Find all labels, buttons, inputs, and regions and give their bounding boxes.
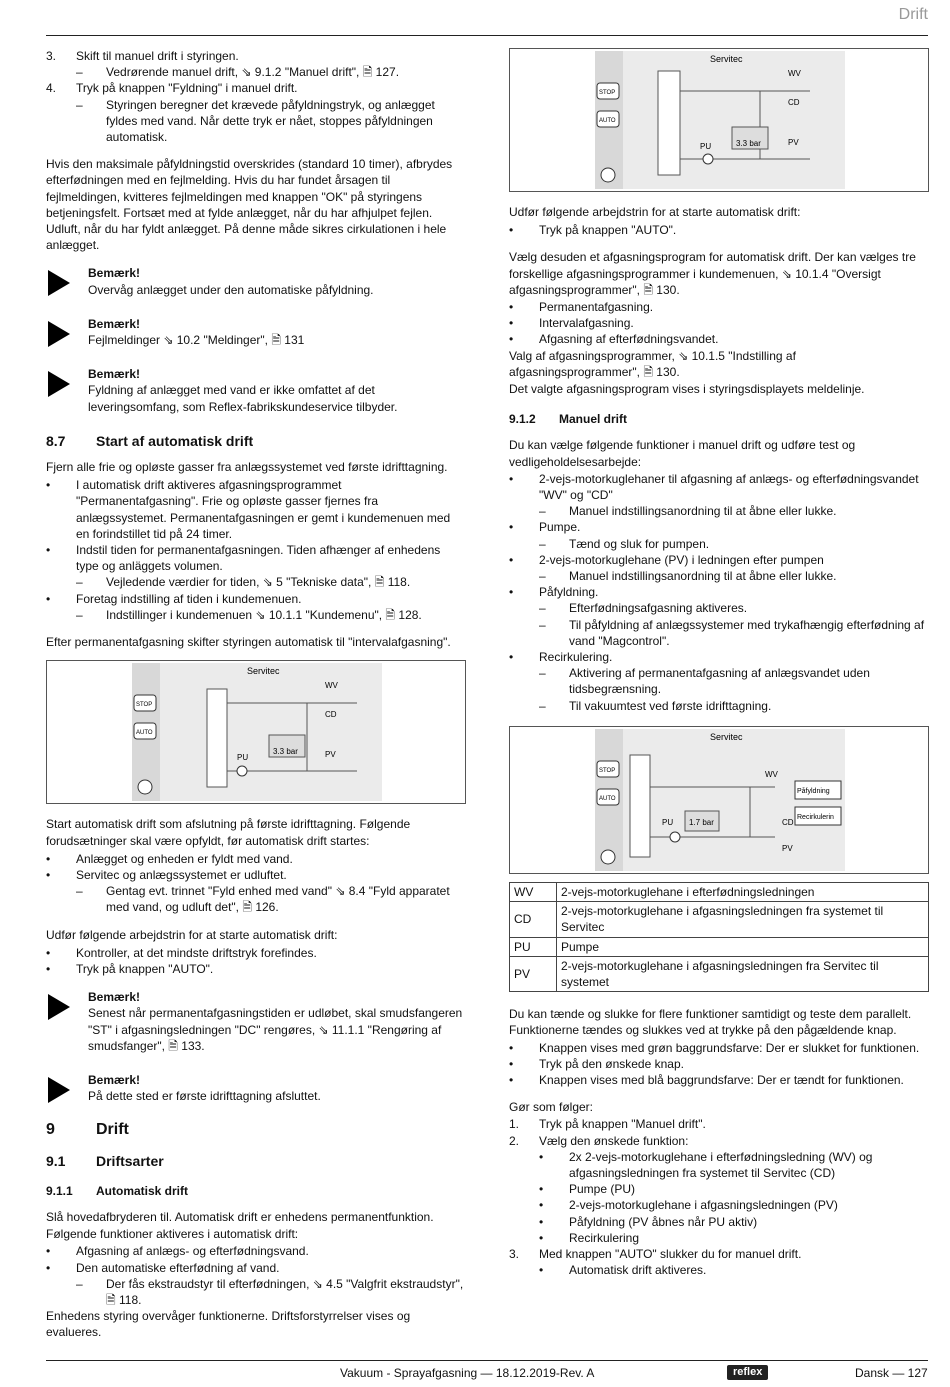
paragraph: Efter permanentafgasning skifter styringen automatisk til "intervalafgasning". [46, 635, 451, 650]
sub-item [46, 574, 466, 590]
bullet-text: Kontroller, at det mindste driftstryk forefindes. [76, 945, 317, 960]
footer-page-number: Dansk — 127 [855, 1366, 928, 1380]
page-footer [0, 1360, 950, 1387]
heading-title: Driftsarter [96, 1152, 164, 1169]
step-3 [46, 48, 466, 64]
step-text: Med knappen "AUTO" slukker du for manuel drift. [539, 1246, 802, 1261]
legend-key: WV [510, 882, 557, 901]
diagram-title: Servitec [710, 54, 743, 64]
bullet-item [509, 584, 929, 600]
pressure-value: 3.3 bar [273, 747, 298, 757]
step-number: 3. [509, 1246, 520, 1261]
footer-rule [46, 1360, 928, 1361]
bullet: • [509, 300, 514, 315]
section-heading-9-1-1 [46, 1183, 466, 1199]
dash: – [539, 617, 546, 632]
step-number: 4. [46, 81, 57, 96]
note-title: Bemærk! [88, 316, 141, 331]
dash: – [76, 575, 83, 590]
sub-item [509, 665, 929, 697]
bullet-text: Afgasning af efterfødningsvandet. [539, 332, 719, 347]
bullet: • [509, 585, 514, 600]
bullet-item [509, 315, 929, 331]
paragraph: Start automatisk drift som afslutning på første idrifttagning. Følgende forudsætninger skal være opfyldt, før automatisk drift startes: [46, 817, 411, 848]
bullet-text: Tryk på knappen "AUTO". [539, 223, 677, 238]
bullet: • [539, 1263, 544, 1278]
auto-button: AUTO [599, 118, 616, 124]
reflex-logo: reflex [727, 1365, 768, 1380]
sub-text: 2x 2-vejs-motorkuglehane i efterfødningsledning (WV) og afgasningsledningen fra systemet til Servitec (CD) [569, 1149, 873, 1180]
note-title: Bemærk! [88, 990, 141, 1005]
heading-number: 9 [46, 1121, 55, 1139]
note-title: Bemærk! [88, 266, 141, 281]
bullet: • [46, 851, 51, 866]
servitec-diagram [47, 661, 467, 803]
note-text: Fejlmeldinger ⇘ 10.2 "Meldinger", 🗎 131 [88, 333, 305, 348]
bullet-item [509, 519, 929, 535]
bullet-text: Den automatiske efterfødning af vand. [76, 1260, 280, 1275]
auto-button: AUTO [136, 730, 153, 737]
sub-item [509, 617, 929, 649]
step-text: Tryk på knappen "Manuel drift". [539, 1117, 706, 1132]
dash: – [76, 884, 83, 899]
note-arrow-icon [48, 321, 70, 347]
bullet-text: Intervalafgasning. [539, 316, 634, 331]
label-cd: CD [788, 98, 800, 107]
servitec-manual-diagram [510, 727, 930, 873]
bullet-text: Indstil tiden for permanentafgasningen. Tiden afhænger af enhedens type og anläggets volumen. [76, 543, 441, 574]
label-pu: PU [700, 142, 712, 151]
sub-text: Aktivering af permanentafgasning af anlægsvandet uden tidsbegrænsning. [569, 666, 870, 697]
label-pv: PV [788, 138, 799, 147]
sub-item [509, 536, 929, 552]
bullet: • [46, 478, 51, 493]
page-header [0, 0, 950, 36]
label-cd: CD [325, 710, 337, 720]
auto-button: AUTO [599, 795, 616, 802]
left-column [46, 48, 466, 1351]
step-2 [509, 1133, 929, 1149]
note-arrow-icon [48, 994, 70, 1020]
step-number: 3. [46, 49, 57, 63]
bullet: • [539, 1230, 544, 1245]
dash: – [76, 1276, 83, 1291]
dash: – [539, 569, 546, 584]
bullet: • [539, 1149, 544, 1164]
bullet-item [509, 649, 929, 665]
bullet-item [46, 542, 466, 574]
sub-item [509, 1149, 929, 1181]
legend-key: PU [510, 937, 557, 956]
bullet-text: Pumpe. [539, 520, 581, 535]
sub-item [46, 607, 466, 623]
label-pu: PU [662, 817, 674, 827]
label-wv: WV [325, 681, 338, 691]
bullet-text: Tryk på den ønskede knap. [539, 1056, 684, 1071]
dash: – [539, 536, 546, 551]
legend-value: 2-vejs-motorkuglehane i afgasningsledningen fra Servitec til systemet [557, 956, 929, 991]
bullet: • [46, 591, 51, 606]
bullet-text: Recirkulering. [539, 650, 613, 665]
bullet-item [509, 1072, 929, 1088]
bullet: • [539, 1214, 544, 1229]
note-arrow-icon [48, 371, 70, 397]
table-row [510, 956, 929, 991]
heading-number: 9.1.1 [46, 1183, 73, 1198]
note-arrow-icon [48, 270, 70, 296]
step-1 [509, 1116, 929, 1132]
bullet-item [46, 1260, 466, 1276]
bullet-text: Foretag indstilling af tiden i kundemenuen. [76, 591, 302, 606]
diagram-title: Servitec [710, 731, 743, 742]
note-box [46, 366, 466, 415]
dash: – [539, 601, 546, 616]
legend-key: PV [510, 956, 557, 991]
step-number: 1. [509, 1117, 520, 1132]
sub-text: Efterfødningsafgasning aktiveres. [569, 601, 748, 616]
heading-title: Drift [96, 1121, 129, 1139]
stop-button: STOP [599, 767, 616, 774]
bullet: • [509, 223, 514, 238]
sub-text: Der fås ekstraudstyr til efterfødningen, ⇘ 4.5 "Valgfrit ekstraudstyr", 🗎 118. [106, 1276, 464, 1307]
bullet-item [509, 331, 929, 347]
bullet-item [46, 945, 466, 961]
sub-text: Tænd og sluk for pumpen. [569, 536, 710, 551]
dash: – [539, 698, 546, 713]
right-column [509, 48, 929, 1278]
bullet-item [46, 477, 466, 542]
paragraph: Hvis den maksimale påfyldningstid overskrides (standard 10 timer), afbrydes efterfødningen med en fejlmelding. Hvis du har fundet årsagen til fejlmeldingen, kvitteres fejlmeldingen med knappen "OK" på styringens betjeningsfelt. Fortsæt med at fylde anlægget, når du har afhjulpet fejlen. Udluft, når du har fyldt anlægget. På denne måde sikres cirkulationen i hele anlægget. [46, 157, 453, 253]
bullet: • [46, 867, 51, 882]
sub-text: Manuel indstillingsanordning til at åbne eller lukke. [569, 569, 837, 584]
section-heading-8-7 [46, 433, 466, 449]
paragraph: Udfør følgende arbejdstrin for at starte automatisk drift: [46, 927, 338, 942]
bullet-item [509, 552, 929, 568]
sub-text: Vejledende værdier for tiden, ⇘ 5 "Tekniske data", 🗎 118. [106, 575, 411, 590]
sub-item [46, 883, 466, 915]
legend-value: 2-vejs-motorkuglehane i efterfødningsledningen [557, 882, 929, 901]
label-pv: PV [325, 750, 336, 760]
sub-text: Manuel indstillingsanordning til at åbne eller lukke. [569, 504, 837, 519]
note-text: Senest når permanentafgasningstiden er udløbet, skal smudsfangeren "ST" i afgasningsledningen "DC" rengøres, ⇘ 11.1.1 "Rengøring af smudsfanger", 🗎 133. [88, 1006, 463, 1053]
label-wv: WV [788, 69, 801, 78]
bullet: • [509, 471, 514, 486]
bullet-text: 2-vejs-motorkuglehaner til afgasning af anlægs- og efterfødningsvandet "WV" og "CD" [539, 471, 919, 503]
footer-document-title: Vakuum - Sprayafgasning — 18.12.2019-Rev. A [340, 1366, 595, 1380]
step-text: Vælg den ønskede funktion: [539, 1133, 689, 1148]
bullet-text: Servitec og anlægssystemet er udluftet. [76, 867, 287, 882]
bullet: • [509, 650, 514, 665]
paragraph: Følgende funktioner aktiveres i automatisk drift: [46, 1227, 299, 1242]
bullet-item [509, 1056, 929, 1072]
sub-item [46, 97, 466, 146]
sub-item [509, 503, 929, 519]
legend-value: 2-vejs-motorkuglehane i afgasningsledningen fra systemet til Servitec [557, 902, 929, 937]
dash: – [76, 607, 83, 622]
fill-button: Påfyldning [797, 787, 830, 795]
sub-text: Til påfyldning af anlægssystemer med trykafhængig efterfødning af vand "Magcontrol". [569, 617, 925, 648]
paragraph: Udfør følgende arbejdstrin for at starte automatisk drift: [509, 205, 801, 219]
stop-button: STOP [599, 90, 616, 96]
bullet-text: Tryk på knappen "AUTO". [76, 961, 214, 976]
paragraph: Slå hovedafbryderen til. Automatisk drift er enhedens permanentfunktion. [46, 1209, 434, 1224]
sub-text: 2-vejs-motorkuglehane i afgasningsledningen (PV) [569, 1198, 838, 1213]
sub-text: Gentag evt. trinnet "Fyld enhed med vand" ⇘ 8.4 "Fyld apparatet med vand, og udluft det", 🗎 126. [106, 884, 450, 915]
paragraph: Vælg desuden et afgasningsprogram for automatisk drift. Der kan vælges tre forskellige afgasningsprogrammer i kundemenuen, ⇘ 10.1.4 "Oversigt afgasningsprogrammer", 🗎 130. [509, 250, 916, 297]
bullet: • [509, 552, 514, 567]
bullet-text: Afgasning af anlægs- og efterfødningsvand. [76, 1244, 309, 1259]
bullet-item [46, 1243, 466, 1259]
bullet-item [509, 299, 929, 315]
sub-text: Indstillinger i kundemenuen ⇘ 10.1.1 "Kundemenu", 🗎 128. [106, 607, 422, 622]
sub-item [509, 1262, 929, 1278]
note-text: Fyldning af anlægget med vand er ikke omfattet af det leveringsomfang, som Reflex-fabrikskundeservice tilbyder. [88, 383, 398, 414]
sub-text: Automatisk drift aktiveres. [569, 1263, 707, 1278]
bullet: • [46, 945, 51, 960]
stop-button: STOP [136, 702, 153, 709]
sub-item [509, 1197, 929, 1213]
header-rule [46, 35, 928, 36]
bullet: • [539, 1182, 544, 1197]
bullet-text: Påfyldning. [539, 585, 599, 600]
legend-value: Pumpe [557, 937, 929, 956]
bullet-text: Anlægget og enheden er fyldt med vand. [76, 851, 293, 866]
pressure-value: 1.7 bar [689, 817, 714, 827]
note-box [46, 265, 466, 297]
bullet-item [46, 591, 466, 607]
pressure-value: 3.3 bar [736, 139, 761, 148]
bullet: • [509, 1040, 514, 1055]
bullet: • [509, 316, 514, 331]
servitec-diagram [510, 49, 930, 191]
note-box [46, 989, 466, 1054]
dash: – [539, 504, 546, 519]
section-heading-9-1 [46, 1153, 466, 1169]
legend-table [509, 882, 929, 992]
sub-text: Styringen beregner det krævede påfyldningstryk, og anlægget fyldes med vand. Når dette tryk er nået, stoppes påfyldningen automatisk. [106, 97, 435, 145]
sub-text: Påfyldning (PV åbnes når PU aktiv) [569, 1214, 758, 1229]
heading-number: 8.7 [46, 432, 66, 449]
sub-text: Recirkulering [569, 1230, 640, 1245]
bullet-text: Permanentafgasning. [539, 300, 654, 315]
dash: – [76, 65, 83, 80]
bullet: • [509, 1072, 514, 1087]
sub-text: Vedrørende manuel drift, ⇘ 9.1.2 "Manuel drift", 🗎 127. [106, 65, 400, 80]
paragraph: Du kan tænde og slukke for flere funktioner samtidigt og teste dem parallelt. Funktionerne tændes og slukkes ved at trykke på den pågældende knap. [509, 1007, 912, 1038]
sub-item [509, 600, 929, 616]
heading-number: 9.1.2 [509, 412, 536, 427]
label-cd: CD [782, 817, 794, 827]
note-box [46, 1072, 466, 1104]
bullet-text: Knappen vises med grøn baggrundsfarve: Der er slukket for funktionen. [539, 1040, 920, 1055]
note-title: Bemærk! [88, 367, 141, 382]
recirc-button: Recirkulerin [797, 813, 834, 821]
step-text: Tryk på knappen "Fyldning" i manuel drift. [76, 81, 298, 96]
bullet-text: Knappen vises med blå baggrundsfarve: Der er tændt for funktionen. [539, 1072, 904, 1087]
sub-item [509, 1181, 929, 1197]
bullet: • [509, 520, 514, 535]
label-pu: PU [237, 753, 249, 763]
dash: – [539, 666, 546, 681]
bullet: • [539, 1198, 544, 1213]
bullet-item [46, 961, 466, 977]
bullet-item [509, 1040, 929, 1056]
sub-item [46, 1276, 466, 1308]
bullet: • [46, 1244, 51, 1259]
label-wv: WV [765, 769, 778, 779]
sub-item [509, 1230, 929, 1246]
diagram-title: Servitec [247, 666, 280, 677]
paragraph: Du kan vælge følgende funktioner i manuel drift og udføre test og vedligeholdelsesarbejde: [509, 438, 856, 469]
heading-title: Automatisk drift [96, 1183, 189, 1198]
note-text: På dette sted er første idrifttagning afsluttet. [88, 1089, 321, 1104]
step-4 [46, 80, 466, 96]
bullet-text: I automatisk drift aktiveres afgasningsprogrammet "Permanentafgasning". Frie og opløste gasser fjernes fra anlægssystemet. Permanentafgasningen er gemt i kundemenuen med en forindstillet tid på 24 timer. [76, 478, 451, 541]
servitec-manual-figure [509, 726, 929, 874]
bullet: • [46, 1260, 51, 1275]
step-text: Skift til manuel drift i styringen. [76, 49, 239, 63]
sub-item [509, 568, 929, 584]
sub-item [46, 64, 466, 80]
heading-title: Manuel drift [559, 412, 627, 427]
section-heading-9-1-2 [509, 411, 929, 427]
label-pv: PV [782, 843, 793, 853]
note-arrow-icon [48, 1077, 70, 1103]
bullet: • [46, 961, 51, 976]
bullet-text: 2-vejs-motorkuglehane (PV) i ledningen efter pumpen [539, 552, 824, 567]
table-row [510, 902, 929, 937]
paragraph: Fjern alle frie og opløste gasser fra anlægssystemet ved første idrifttagning. [46, 460, 448, 475]
step-number: 2. [509, 1133, 520, 1148]
table-row [510, 937, 929, 956]
heading-number: 9.1 [46, 1152, 66, 1169]
servitec-auto-figure [46, 660, 466, 804]
note-box [46, 316, 466, 348]
sub-item [509, 1214, 929, 1230]
heading-title: Start af automatisk drift [96, 432, 254, 449]
dash: – [76, 97, 83, 112]
bullet: • [46, 543, 51, 558]
note-text: Overvåg anlægget under den automatiske påfyldning. [88, 282, 374, 297]
bullet-item [509, 471, 929, 503]
bullet: • [509, 332, 514, 347]
chapter-heading-9 [46, 1122, 466, 1138]
bullet: • [509, 1056, 514, 1071]
step-3 [509, 1246, 929, 1262]
sub-text: Til vakuumtest ved første idrifttagning. [569, 698, 772, 713]
sub-text: Pumpe (PU) [569, 1182, 636, 1197]
sub-item [509, 698, 929, 714]
paragraph: Gør som følger: [509, 1100, 594, 1115]
header-title: Drift [898, 6, 928, 23]
table-row [510, 882, 929, 901]
paragraph: Det valgte afgasningsprogram vises i styringsdisplayets meldelinje. [509, 382, 865, 397]
servitec-auto-figure-2 [509, 48, 929, 192]
bullet-item [509, 222, 929, 238]
bullet-item [46, 867, 466, 883]
paragraph: Valg af afgasningsprogrammer, ⇘ 10.1.5 "Indstilling af afgasningsprogrammer", 🗎 130. [509, 348, 796, 379]
note-title: Bemærk! [88, 1072, 141, 1087]
paragraph: Enhedens styring overvåger funktionerne. Driftsforstyrrelser vises og evalueres. [46, 1309, 411, 1340]
bullet-item [46, 851, 466, 867]
legend-key: CD [510, 902, 557, 937]
